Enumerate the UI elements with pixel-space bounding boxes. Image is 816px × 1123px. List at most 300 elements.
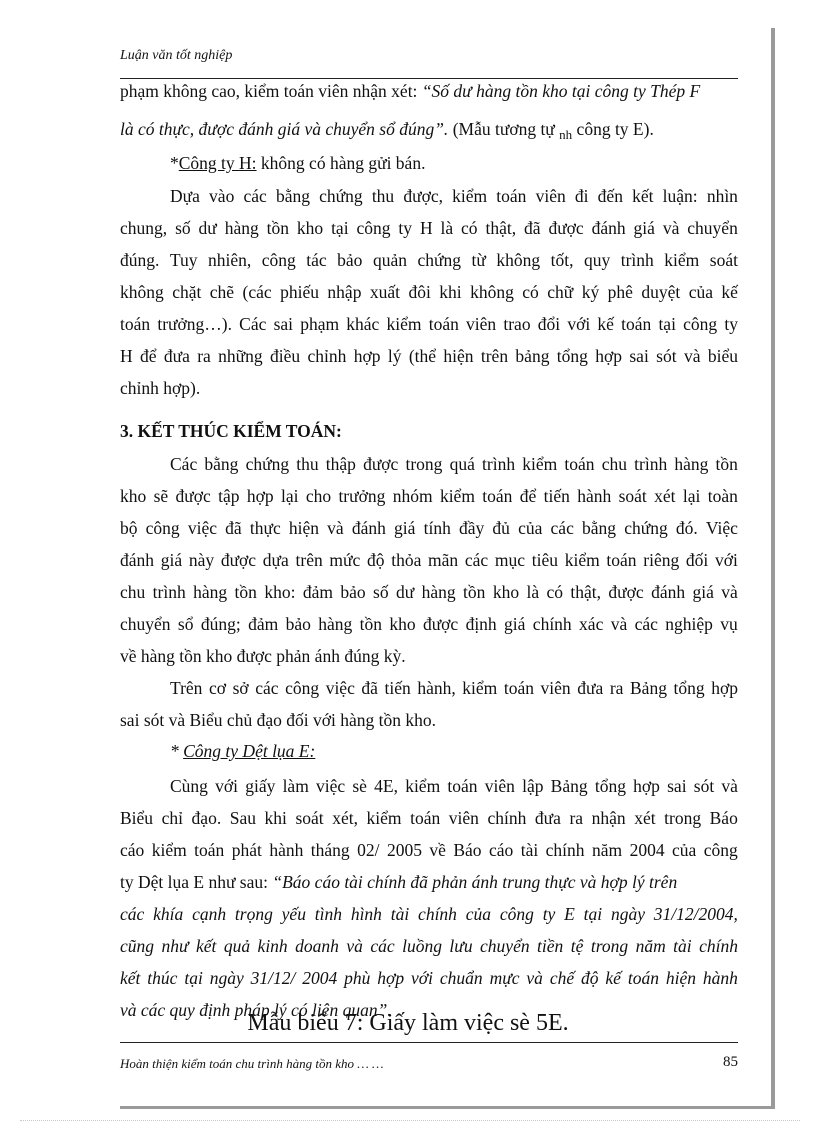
word: tập xyxy=(218,486,240,506)
word: được, xyxy=(403,186,443,206)
paragraph-3-line-3 xyxy=(120,517,738,539)
word: sót xyxy=(693,776,715,796)
word: cáo xyxy=(120,840,145,860)
word: được xyxy=(175,486,211,506)
word: việc xyxy=(316,776,346,796)
word: hiện xyxy=(443,346,474,366)
word: và xyxy=(346,936,363,956)
word: với xyxy=(567,314,591,334)
word: trong xyxy=(590,936,629,956)
word: tổng xyxy=(556,346,588,366)
word: đảm xyxy=(248,614,279,634)
word: việc xyxy=(187,518,217,538)
word: là xyxy=(526,582,540,602)
word: thập xyxy=(325,454,356,474)
word: sở xyxy=(232,678,249,698)
word: hình xyxy=(350,904,382,924)
word: quá xyxy=(449,454,475,474)
word: toán xyxy=(503,678,534,698)
word: khác xyxy=(346,314,380,334)
word: là xyxy=(440,218,454,238)
word: định xyxy=(465,614,497,634)
word: toán xyxy=(627,968,659,988)
word: với xyxy=(715,550,738,570)
word: thực xyxy=(249,518,281,538)
word: ký xyxy=(581,282,600,302)
word: toán xyxy=(194,840,225,860)
word: kho xyxy=(296,218,324,238)
word: đánh xyxy=(591,218,626,238)
word: kiểm xyxy=(522,454,558,474)
word: luồng xyxy=(402,936,442,956)
paragraph-5-line-1 xyxy=(170,775,738,797)
page-bottom-dotted-edge xyxy=(20,1120,800,1121)
word: đúng. xyxy=(120,250,160,270)
word: toán xyxy=(447,776,478,796)
word: đã xyxy=(524,218,541,238)
word: trình xyxy=(482,454,516,474)
word: sổ xyxy=(177,614,194,634)
word: kế xyxy=(721,282,738,302)
word: bảng xyxy=(515,346,550,366)
word: phát xyxy=(231,840,262,860)
paragraph-5-line-7 xyxy=(120,967,738,989)
word: được xyxy=(422,614,459,634)
word: thật, xyxy=(485,218,517,238)
word: các xyxy=(550,518,574,538)
word: toán xyxy=(120,314,151,334)
word: kiểm xyxy=(439,486,475,506)
word: sẽ xyxy=(153,486,169,506)
word: nhóm xyxy=(392,486,433,506)
word: 2005 xyxy=(386,840,422,860)
word: chuẩn xyxy=(439,968,483,988)
word: những xyxy=(218,346,263,366)
word: tốt, xyxy=(550,250,574,270)
word: chu xyxy=(120,582,146,602)
paragraph-5-line-6 xyxy=(120,935,738,957)
word: kiểm xyxy=(452,186,488,206)
word: H xyxy=(419,218,433,238)
word: đưa xyxy=(163,346,190,366)
word: không xyxy=(120,282,164,302)
word: hành, xyxy=(417,678,456,698)
word: sai xyxy=(629,346,649,366)
paragraph-3-line-7: về hàng tồn kho được phản ánh đúng kỳ. xyxy=(120,646,406,666)
section-3-heading: 3. KẾT THÚC KIỂM TOÁN: xyxy=(120,421,342,441)
word: 02/ xyxy=(357,840,380,860)
word: và xyxy=(610,614,628,634)
word: tồn xyxy=(463,582,486,602)
word: và xyxy=(327,518,344,538)
word: tồn xyxy=(266,218,289,238)
bullet-asterisk: * xyxy=(170,153,179,173)
word: H xyxy=(120,346,133,366)
word: hàng xyxy=(421,582,456,602)
word: chính xyxy=(699,936,738,956)
word: thỏa xyxy=(391,550,422,570)
word: kho xyxy=(389,614,416,634)
quote-span: là có thực, được đánh giá và chuyển sổ đúng”. xyxy=(120,119,449,139)
word: Tuy xyxy=(169,250,198,270)
word: năm xyxy=(635,936,666,956)
word: tệ xyxy=(570,936,584,956)
word: dư xyxy=(198,218,217,238)
word: thật, xyxy=(570,582,602,602)
word: giá xyxy=(160,550,183,570)
word: kết xyxy=(120,968,141,988)
word: các xyxy=(243,186,267,206)
word: chỉ xyxy=(161,808,183,828)
word: đối xyxy=(685,550,709,570)
word: không xyxy=(496,250,541,270)
word: 2004 xyxy=(629,840,665,860)
word: khi xyxy=(439,282,462,302)
word: E xyxy=(564,904,575,924)
word: độ xyxy=(581,968,599,988)
word: biểu xyxy=(707,346,738,366)
word: riêng xyxy=(643,550,680,570)
company-h-line xyxy=(170,152,738,174)
word: hành xyxy=(269,840,304,860)
word: toán xyxy=(428,314,459,334)
word: xác xyxy=(579,614,604,634)
small-text-span: nh xyxy=(559,127,573,142)
footer-rule xyxy=(120,1042,738,1043)
word: đảm xyxy=(302,582,333,602)
paragraph-5-line-5 xyxy=(120,903,738,925)
word: sót xyxy=(656,346,677,366)
bullet-asterisk: * xyxy=(170,741,184,761)
page-number: 85 xyxy=(723,1054,738,1070)
word: Dựa xyxy=(170,186,200,206)
word: được xyxy=(363,454,399,474)
word: hiện xyxy=(288,518,320,538)
word: giá xyxy=(394,518,416,538)
word: yếu xyxy=(281,904,306,924)
running-header: Luận văn tốt nghiệp xyxy=(120,48,233,63)
word: trình xyxy=(152,582,186,602)
word: toán xyxy=(482,486,513,506)
word: và xyxy=(683,346,701,366)
word: của xyxy=(672,840,697,860)
word: ty xyxy=(398,218,413,238)
word: hợp xyxy=(633,776,660,796)
word: phạm xyxy=(300,314,340,334)
word: năm xyxy=(591,840,623,860)
word: phiếu xyxy=(280,282,319,302)
word: với xyxy=(215,776,239,796)
word: Việc xyxy=(705,518,738,538)
word: hợp xyxy=(711,678,738,698)
word: hành xyxy=(577,486,612,506)
paragraph-5-line-2 xyxy=(120,807,738,829)
word: đổi xyxy=(537,314,561,334)
word: Bảng xyxy=(550,776,588,796)
word: kiểm xyxy=(462,678,498,698)
paragraph-1-line-2 xyxy=(120,118,738,142)
word: làm xyxy=(282,776,309,796)
word: luận: xyxy=(662,186,698,206)
word: bằng xyxy=(204,454,239,474)
word: công xyxy=(683,314,718,334)
text-span: ty Dệt lụa E như sau: xyxy=(120,872,273,892)
word: tại xyxy=(331,218,349,238)
word: soát xyxy=(709,250,738,270)
word: xét xyxy=(654,486,676,506)
word: chu xyxy=(601,454,627,474)
word: 4E, xyxy=(374,776,398,796)
word: trên xyxy=(480,346,509,366)
word: chính xyxy=(532,614,572,634)
word: xét, xyxy=(332,808,358,828)
word: cơ xyxy=(208,678,227,698)
word: quản xyxy=(372,250,407,270)
word: chính xyxy=(418,904,457,924)
word: tiến xyxy=(384,678,411,698)
text-span: công ty E). xyxy=(572,119,654,139)
word: từ xyxy=(471,250,486,270)
word: có xyxy=(461,218,478,238)
word: bảo xyxy=(337,250,363,270)
word: kiểm xyxy=(151,840,187,860)
word: kế xyxy=(605,968,621,988)
page-shadow-right xyxy=(771,28,775,1108)
word: quy xyxy=(583,250,611,270)
word: nhập xyxy=(327,282,362,302)
word: hàng xyxy=(318,614,353,634)
paragraph-2-line-2 xyxy=(120,217,738,239)
word: tiến xyxy=(543,486,570,506)
word: chuyển xyxy=(480,936,530,956)
word: soát xyxy=(295,808,324,828)
word: các xyxy=(464,550,489,570)
word: bộ xyxy=(120,518,138,538)
word: đó. xyxy=(675,518,698,538)
word: và xyxy=(662,218,680,238)
word: có xyxy=(522,282,539,302)
word: phù xyxy=(344,968,371,988)
word: kiểm xyxy=(405,776,441,796)
word: đúng; xyxy=(200,614,241,634)
word: vụ xyxy=(720,614,738,634)
word: ra xyxy=(569,808,584,828)
word: dựa xyxy=(262,550,289,570)
word: nghiệp xyxy=(665,614,713,634)
word: toán xyxy=(410,808,441,828)
word: ty xyxy=(724,314,738,334)
word: đã xyxy=(361,678,378,698)
word: công xyxy=(145,518,180,538)
word: khía xyxy=(153,904,184,924)
word: đôi xyxy=(408,282,431,302)
paragraph-2-line-5 xyxy=(120,313,738,335)
word: tổng xyxy=(673,678,705,698)
word: lập xyxy=(522,776,544,796)
word: tài xyxy=(520,840,539,860)
word: ngày xyxy=(610,904,645,924)
word: kinh xyxy=(257,936,288,956)
quote-span: “Số dư hàng tồn kho tại công ty Thép F xyxy=(421,81,701,101)
word: Báo xyxy=(709,808,738,828)
company-e-label: Công ty Dệt lụa E: xyxy=(183,741,316,761)
word: vào xyxy=(209,186,235,206)
word: tồn xyxy=(234,582,257,602)
word: tiền xyxy=(537,936,564,956)
word: đầy xyxy=(458,518,485,538)
word: nhìn xyxy=(706,186,738,206)
word: kết xyxy=(632,186,654,206)
word: lưu xyxy=(449,936,473,956)
word: chứng xyxy=(417,250,461,270)
word: hiện xyxy=(665,968,696,988)
word: toán xyxy=(496,186,527,206)
word: độ xyxy=(367,550,385,570)
word: Biểu xyxy=(120,808,154,828)
word: duyệt xyxy=(641,282,681,302)
word: của xyxy=(518,518,543,538)
word: hàng xyxy=(674,454,709,474)
word: trình xyxy=(620,250,654,270)
word: giá xyxy=(633,218,655,238)
word: Các xyxy=(239,314,267,334)
word: tại xyxy=(184,968,203,988)
figure-caption: Mẫu biểu 7: Giấy làm việc sè 5E. xyxy=(247,1010,569,1036)
word: công xyxy=(261,250,296,270)
word: lại xyxy=(682,486,701,506)
paragraph-3-line-4 xyxy=(120,549,738,571)
quote-span: “Báo cáo tài chính đã phản ánh trung thực và hợp lý trên xyxy=(272,872,678,892)
word: lý xyxy=(387,346,402,366)
word: tại xyxy=(583,904,603,924)
word: hàng xyxy=(193,582,228,602)
word: kho xyxy=(492,582,520,602)
word: mức xyxy=(329,550,361,570)
word: đã xyxy=(225,518,242,538)
word: ra xyxy=(197,346,211,366)
word: nhận xyxy=(591,808,626,828)
word: như xyxy=(161,936,189,956)
paragraph-4-line-2: sai sót và Biểu chủ đạo đối với hàng tồn kho. xyxy=(120,710,436,730)
word: mãn xyxy=(428,550,459,570)
word: chỉnh xyxy=(307,346,347,366)
word: tổng xyxy=(594,776,626,796)
word: đánh xyxy=(120,550,155,570)
word: chẽ xyxy=(209,282,235,302)
word: toàn xyxy=(707,486,738,506)
word: công xyxy=(499,904,534,924)
word: xuất xyxy=(369,282,401,302)
word: kho xyxy=(120,486,147,506)
word: chuyển xyxy=(687,218,738,238)
word: tính xyxy=(423,518,451,538)
text-span: (Mẫu tương tự xyxy=(448,119,560,139)
word: tài xyxy=(673,936,692,956)
word: giấy xyxy=(245,776,276,796)
word: đánh xyxy=(351,518,386,538)
word: thu xyxy=(296,454,319,474)
word: để xyxy=(139,346,157,366)
word: lại xyxy=(280,486,299,506)
word: chữ xyxy=(547,282,574,302)
word: trên xyxy=(295,550,323,570)
word: mục xyxy=(494,550,526,570)
word: sai xyxy=(273,314,294,334)
word: 2004 xyxy=(302,968,338,988)
word: chặt xyxy=(172,282,202,302)
word: được xyxy=(548,218,584,238)
word: tháng xyxy=(310,840,350,860)
word: công xyxy=(703,840,738,860)
word: toán xyxy=(621,314,652,334)
word: có xyxy=(546,582,564,602)
word: chung, xyxy=(120,218,168,238)
word: dư xyxy=(395,582,415,602)
word: các xyxy=(634,614,658,634)
word: kho: xyxy=(264,582,296,602)
company-h-label: Công ty H: xyxy=(178,153,257,173)
word: tình xyxy=(314,904,342,924)
word: Báo xyxy=(453,840,482,860)
word: số xyxy=(175,218,191,238)
paragraph-4-line-1 xyxy=(170,677,738,699)
paragraph-5-line-4 xyxy=(120,871,738,893)
word: xét xyxy=(634,808,656,828)
paragraph-2-line-4 xyxy=(120,281,738,303)
word: các xyxy=(120,904,145,924)
paragraph-2-line-1 xyxy=(170,185,738,207)
word: này xyxy=(188,550,215,570)
word: việc xyxy=(325,678,355,698)
word: chính xyxy=(487,808,527,828)
word: sai xyxy=(667,776,687,796)
word: viên xyxy=(484,776,515,796)
word: trưởng…). xyxy=(157,314,232,334)
company-e-line xyxy=(170,740,738,762)
word: tài xyxy=(390,904,410,924)
word: toán xyxy=(606,550,637,570)
word: không xyxy=(470,282,514,302)
word: điều xyxy=(270,346,301,366)
word: các xyxy=(370,936,395,956)
word: hành xyxy=(702,968,738,988)
paragraph-3-line-6 xyxy=(120,613,738,635)
word: Cùng xyxy=(170,776,208,796)
word: tồn xyxy=(359,614,382,634)
word: hợp xyxy=(353,346,381,366)
word: toán xyxy=(564,454,595,474)
word: (thể xyxy=(408,346,437,366)
word: hợp xyxy=(377,968,405,988)
word: trong xyxy=(405,454,443,474)
word: kiểm xyxy=(664,250,700,270)
word: bảo xyxy=(340,582,366,602)
word: chế xyxy=(549,968,575,988)
word: quả xyxy=(223,936,251,956)
word: các xyxy=(255,678,279,698)
word: nhiên, xyxy=(207,250,252,270)
word: bảo xyxy=(285,614,311,634)
word: bằng xyxy=(582,518,617,538)
word: Sau xyxy=(229,808,256,828)
paragraph-5-line-8: và các quy định pháp lý có liên quan”. xyxy=(120,1000,392,1020)
word: viên xyxy=(466,314,497,334)
word: khi xyxy=(264,808,287,828)
word: chuyển xyxy=(120,614,171,634)
word: số xyxy=(373,582,389,602)
word: phê xyxy=(607,282,633,302)
word: sè xyxy=(352,776,367,796)
